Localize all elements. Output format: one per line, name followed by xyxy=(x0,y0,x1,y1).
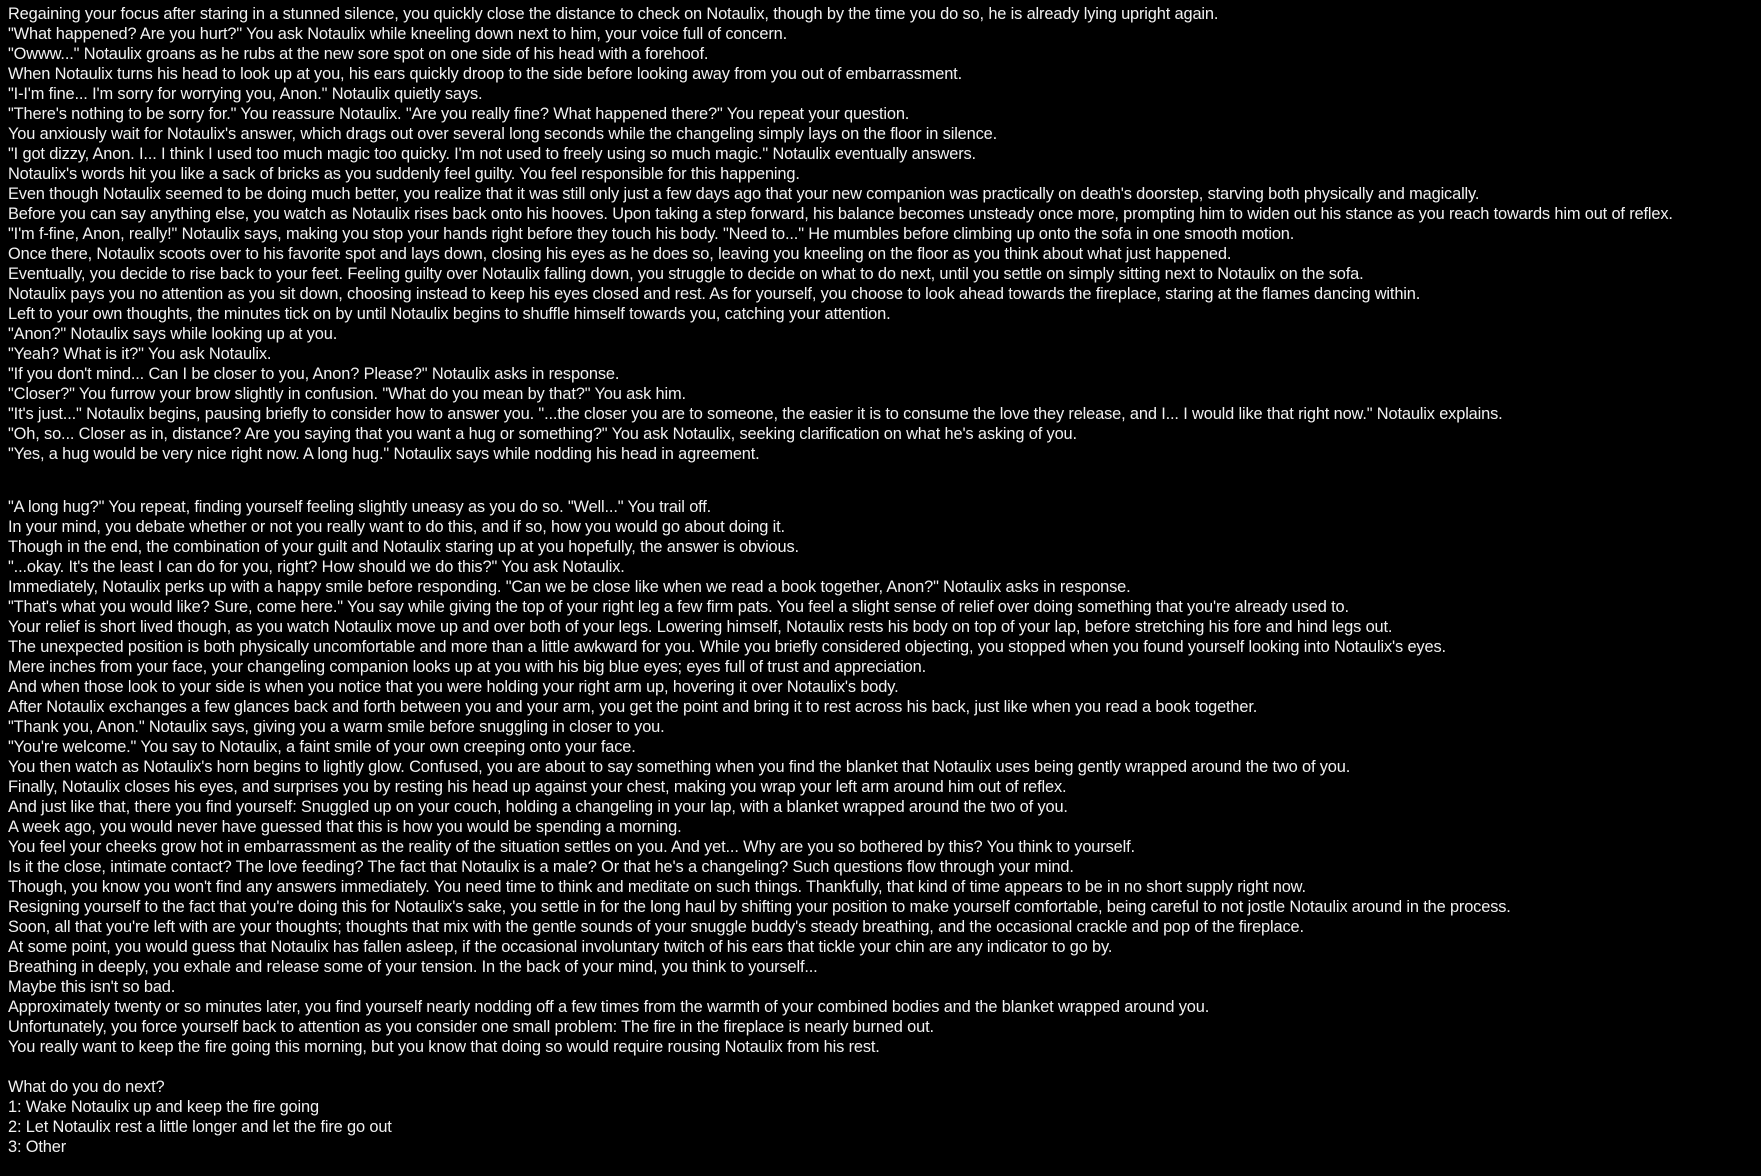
story-line: "You're welcome." You say to Notaulix, a faint smile of your own creeping onto your face. xyxy=(8,738,636,756)
story-line: Soon, all that you're left with are your thoughts; thoughts that mix with the gentle sounds of your snuggle buddy's steady breathing, and the occasional crackle and pop of the fireplace. xyxy=(8,918,1304,936)
story-line: Even though Notaulix seemed to be doing much better, you realize that it was still only just a few days ago that your new companion was practically on death's doorstep, starving both physically and magically. xyxy=(8,185,1480,203)
story-line: "Thank you, Anon." Notaulix says, giving you a warm smile before snuggling in closer to you. xyxy=(8,718,665,736)
story-line: You really want to keep the fire going this morning, but you know that doing so would require rousing Notaulix from his rest. xyxy=(8,1038,880,1056)
story-line: "A long hug?" You repeat, finding yourself feeling slightly uneasy as you do so. "Well..." You trail off. xyxy=(8,498,712,516)
story-line: Left to your own thoughts, the minutes tick on by until Notaulix begins to shuffle himself towards you, catching your attention. xyxy=(8,305,891,323)
story-line: "There's nothing to be sorry for." You reassure Notaulix. "Are you really fine? What happened there?" You repeat your question. xyxy=(8,105,910,123)
story-line: "That's what you would like? Sure, come here." You say while giving the top of your right leg a few firm pats. You feel a slight sense of relief over doing something that you're already used to. xyxy=(8,598,1349,616)
choice-option: 3: Other xyxy=(8,1138,67,1156)
choice-option: 1: Wake Notaulix up and keep the fire going xyxy=(8,1098,319,1116)
story-part-2 xyxy=(8,497,1756,1057)
story-line: Maybe this isn't so bad. xyxy=(8,978,176,996)
story-line: Approximately twenty or so minutes later, you find yourself nearly nodding off a few times from the warmth of your combined bodies and the blanket wrapped around you. xyxy=(8,998,1210,1016)
story-line: Immediately, Notaulix perks up with a happy smile before responding. "Can we be close like when we read a book together, Anon?" Notaulix asks in response. xyxy=(8,578,1131,596)
story-line: Regaining your focus after staring in a stunned silence, you quickly close the distance to check on Notaulix, though by the time you do so, he is already lying upright again. xyxy=(8,5,1219,23)
story-line: "What happened? Are you hurt?" You ask Notaulix while kneeling down next to him, your voice full of concern. xyxy=(8,25,788,43)
story-line: When Notaulix turns his head to look up at you, his ears quickly droop to the side before looking away from you out of embarrassment. xyxy=(8,65,962,83)
story-line: Before you can say anything else, you watch as Notaulix rises back onto his hooves. Upon taking a step forward, his balance becomes unsteady once more, prompting him to widen out his stance as you reach towards him out of reflex. xyxy=(8,205,1673,223)
story-line: "Oh, so... Closer as in, distance? Are you saying that you want a hug or something?" You ask Notaulix, seeking clarification on what he's asking of you. xyxy=(8,425,1077,443)
choice-prompt: What do you do next? xyxy=(8,1078,165,1096)
story-line: "Closer?" You furrow your brow slightly in confusion. "What do you mean by that?" You ask him. xyxy=(8,385,686,403)
story-line: Mere inches from your face, your changeling companion looks up at you with his big blue eyes; eyes full of trust and appreciation. xyxy=(8,658,927,676)
story-line: "It's just..." Notaulix begins, pausing briefly to consider how to answer you. "...the closer you are to someone, the easier it is to consume the love they release, and I... I would like that right now." Notaulix explains. xyxy=(8,405,1503,423)
story-line: The unexpected position is both physically uncomfortable and more than a little awkward for you. While you briefly considered objecting, you stopped when you found yourself looking into Notaulix's eyes. xyxy=(8,638,1446,656)
story-line: A week ago, you would never have guessed that this is how you would be spending a morning. xyxy=(8,818,682,836)
story-line: "I-I'm fine... I'm sorry for worrying you, Anon." Notaulix quietly says. xyxy=(8,85,483,103)
story-line: At some point, you would guess that Notaulix has fallen asleep, if the occasional involuntary twitch of his ears that tickle your chin are any indicator to go by. xyxy=(8,938,1113,956)
paragraph-gap xyxy=(8,464,1756,497)
story-line: Notaulix's words hit you like a sack of bricks as you suddenly feel guilty. You feel responsible for this happening. xyxy=(8,165,800,183)
story-line: "Yeah? What is it?" You ask Notaulix. xyxy=(8,345,272,363)
story-line: You then watch as Notaulix's horn begins to lightly glow. Confused, you are about to say something when you find the blanket that Notaulix uses being gently wrapped around the two of you. xyxy=(8,758,1351,776)
story-line: "If you don't mind... Can I be closer to you, Anon? Please?" Notaulix asks in response. xyxy=(8,365,620,383)
choice-options xyxy=(8,1097,1756,1157)
story-line: "Anon?" Notaulix says while looking up at you. xyxy=(8,325,338,343)
story-line: Though in the end, the combination of your guilt and Notaulix staring up at you hopefully, the answer is obvious. xyxy=(8,538,799,556)
story-line: "I got dizzy, Anon. I... I think I used too much magic too quicky. I'm not used to freely using so much magic." Notaulix eventually answers. xyxy=(8,145,976,163)
story-line: Eventually, you decide to rise back to your feet. Feeling guilty over Notaulix falling down, you struggle to decide on what to do next, until you settle on simply sitting next to Notaulix on the sofa. xyxy=(8,265,1364,283)
story-line: Breathing in deeply, you exhale and release some of your tension. In the back of your mind, you think to yourself... xyxy=(8,958,818,976)
story-line: Once there, Notaulix scoots over to his favorite spot and lays down, closing his eyes as he does so, leaving you kneeling on the floor as you think about what just happened. xyxy=(8,245,1232,263)
choice-option: 2: Let Notaulix rest a little longer and let the fire go out xyxy=(8,1118,392,1136)
story-line: "Owww..." Notaulix groans as he rubs at the new sore spot on one side of his head with a forehoof. xyxy=(8,45,709,63)
blank-line xyxy=(8,1057,1756,1077)
story-line: Is it the close, intimate contact? The love feeding? The fact that Notaulix is a male? Or that he's a changeling? Such questions flow through your mind. xyxy=(8,858,1074,876)
story-line: And when those look to your side is when you notice that you were holding your right arm up, hovering it over Notaulix's body. xyxy=(8,678,899,696)
story-line: And just like that, there you find yourself: Snuggled up on your couch, holding a changeling in your lap, with a blanket wrapped around the two of you. xyxy=(8,798,1068,816)
story-line: Finally, Notaulix closes his eyes, and surprises you by resting his head up against your chest, making you wrap your left arm around him out of reflex. xyxy=(8,778,1067,796)
story-line: "Yes, a hug would be very nice right now. A long hug." Notaulix says while nodding his head in agreement. xyxy=(8,445,760,463)
story-line: Though, you know you won't find any answers immediately. You need time to think and meditate on such things. Thankfully, that kind of time appears to be in no short supply right now. xyxy=(8,878,1306,896)
story-line: "I'm f-fine, Anon, really!" Notaulix says, making you stop your hands right before they touch his body. "Need to..." He mumbles before climbing up onto the sofa in one smooth motion. xyxy=(8,225,1295,243)
story-text xyxy=(8,4,1756,1157)
story-line: You feel your cheeks grow hot in embarrassment as the reality of the situation settles on you. And yet... Why are you so bothered by this? You think to yourself. xyxy=(8,838,1135,856)
story-line: Notaulix pays you no attention as you sit down, choosing instead to keep his eyes closed and rest. As for yourself, you choose to look ahead towards the fireplace, staring at the flames dancing within. xyxy=(8,285,1421,303)
story-line: Resigning yourself to the fact that you're doing this for Notaulix's sake, you settle in for the long haul by shifting your position to make yourself comfortable, being careful to not jostle Notaulix around in the process. xyxy=(8,898,1511,916)
story-line: In your mind, you debate whether or not you really want to do this, and if so, how you would go about doing it. xyxy=(8,518,785,536)
story-line: You anxiously wait for Notaulix's answer, which drags out over several long seconds while the changeling simply lays on the floor in silence. xyxy=(8,125,998,143)
story-line: Your relief is short lived though, as you watch Notaulix move up and over both of your legs. Lowering himself, Notaulix rests his body on top of your lap, before stretching his fore and hind legs out. xyxy=(8,618,1393,636)
story-line: After Notaulix exchanges a few glances back and forth between you and your arm, you get the point and bring it to rest across his back, just like when you read a book together. xyxy=(8,698,1258,716)
story-part-1 xyxy=(8,4,1756,464)
story-line: Unfortunately, you force yourself back to attention as you consider one small problem: The fire in the fireplace is nearly burned out. xyxy=(8,1018,934,1036)
story-line: "...okay. It's the least I can do for you, right? How should we do this?" You ask Notaulix. xyxy=(8,558,625,576)
